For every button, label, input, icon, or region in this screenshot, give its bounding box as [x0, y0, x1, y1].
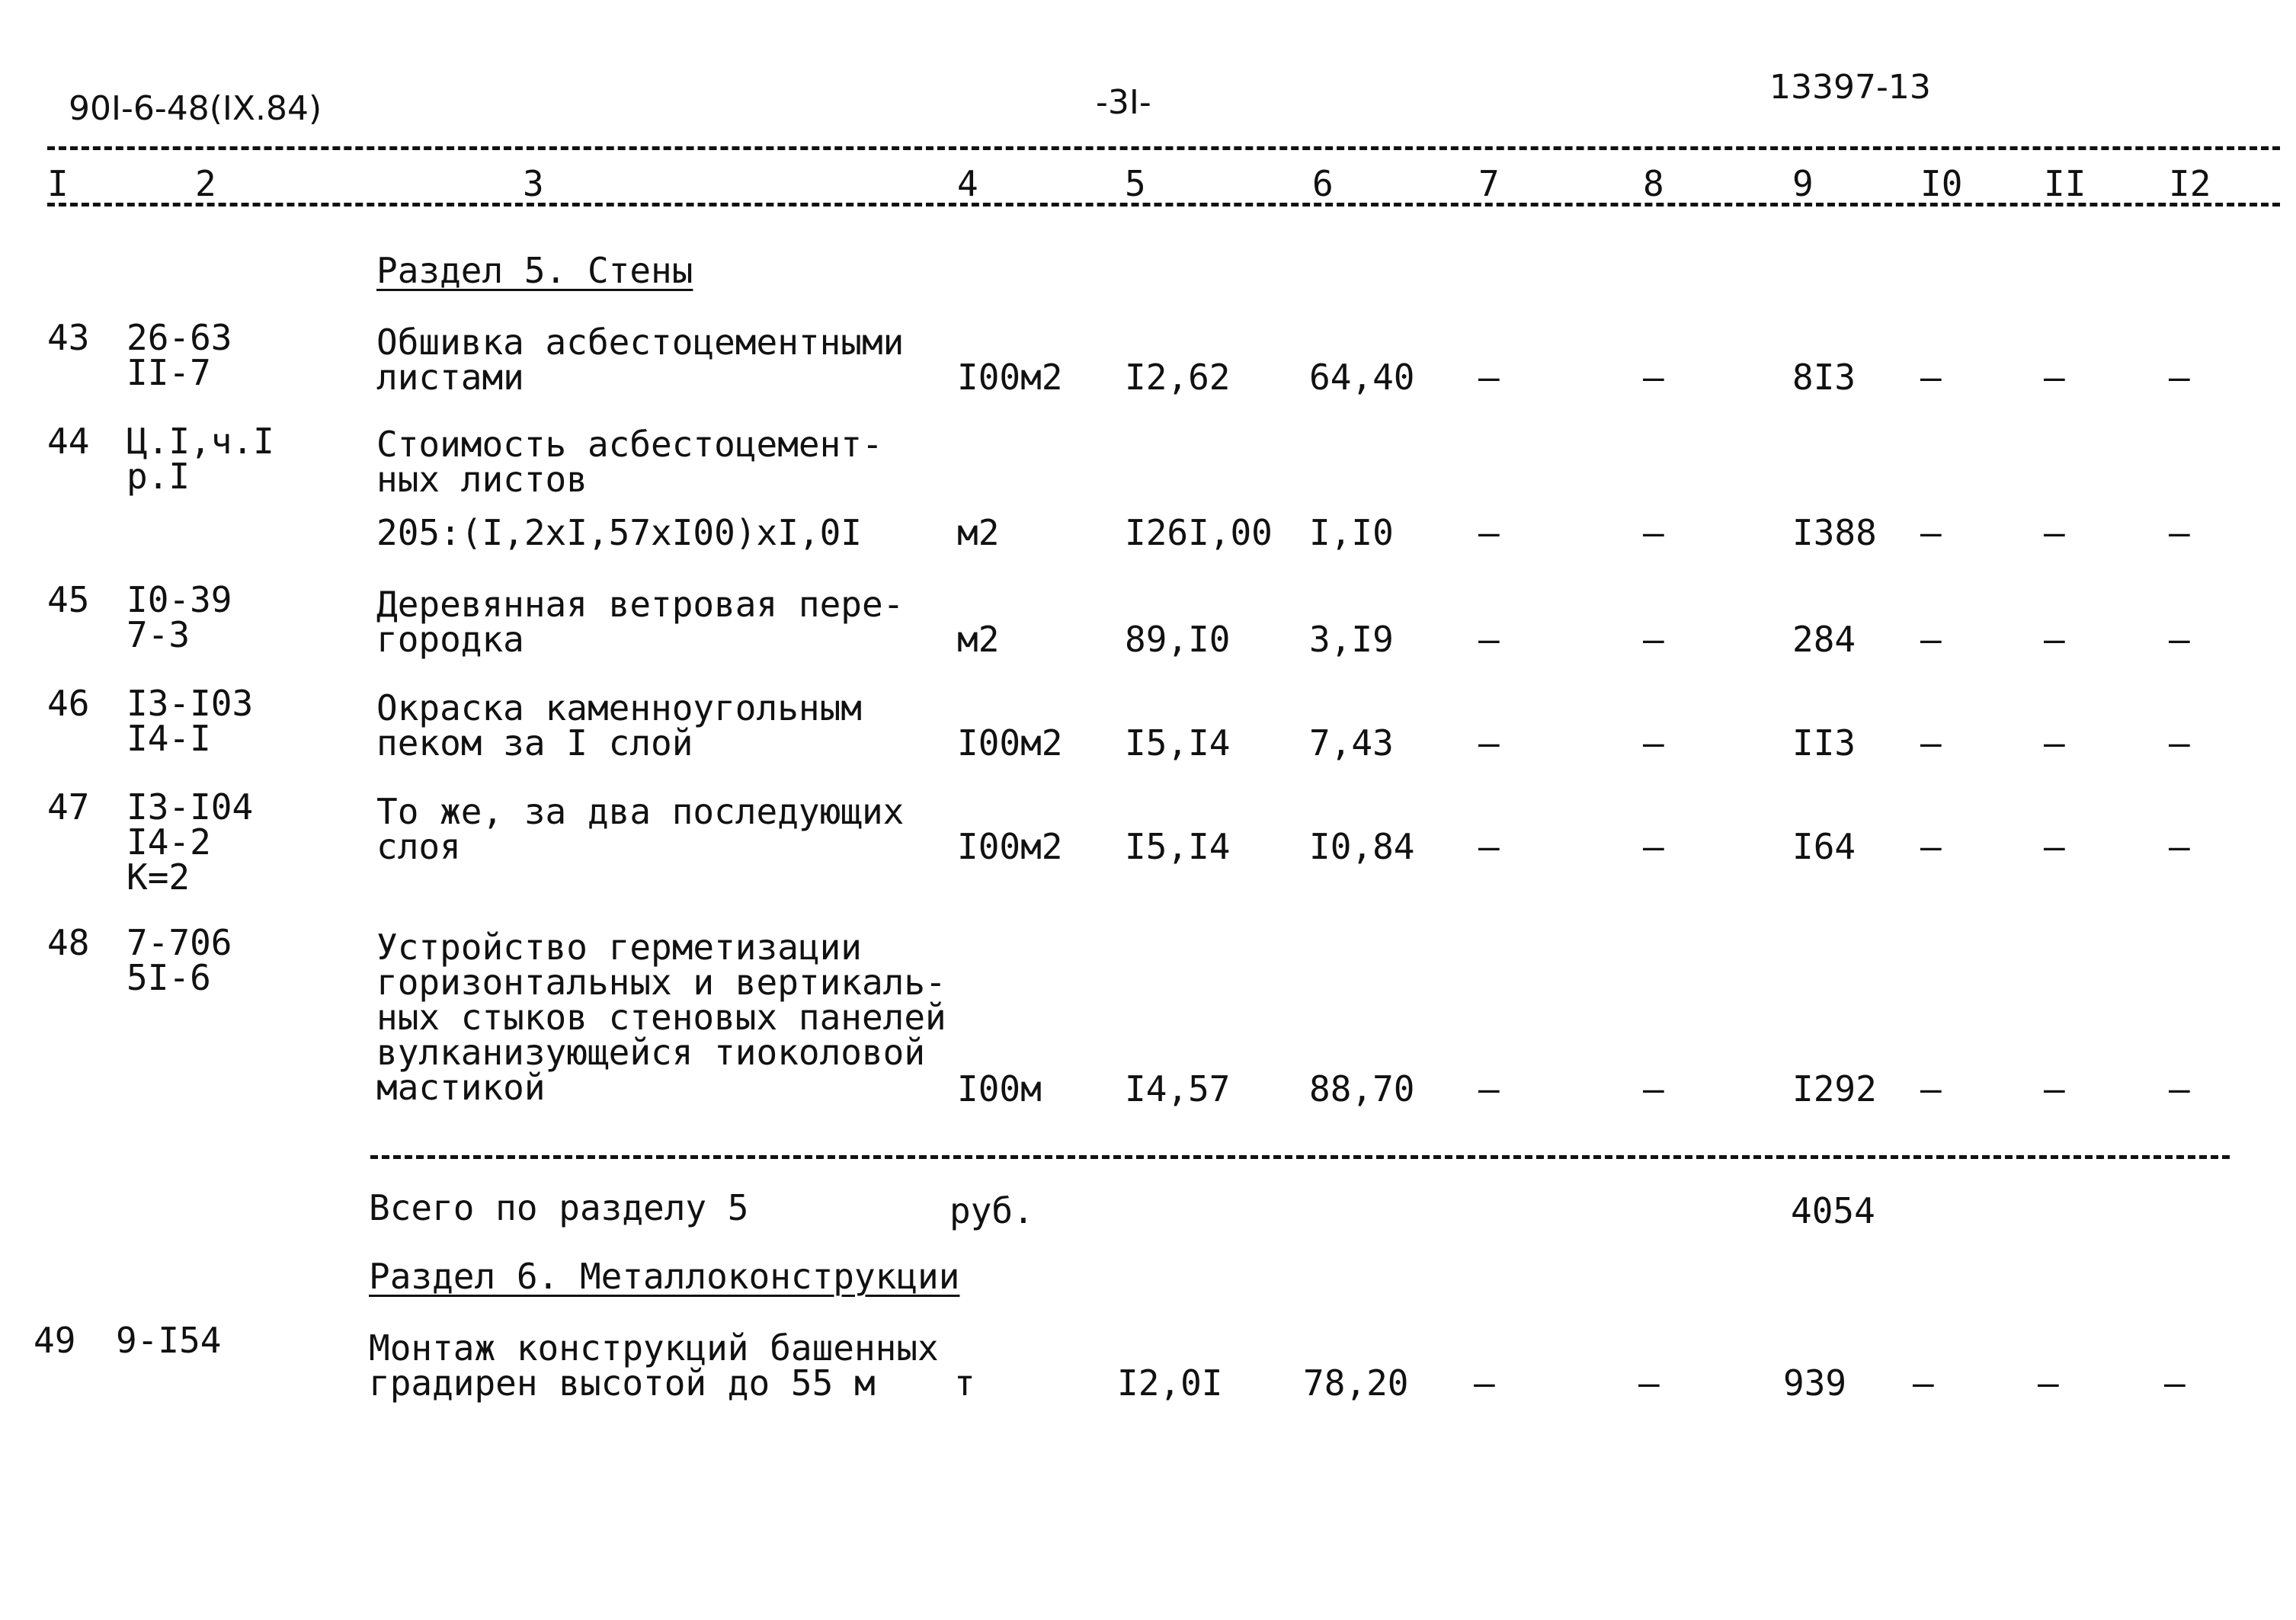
column-number: 8	[1643, 163, 1664, 204]
section-title: Раздел 6. Металлоконструкции	[369, 1256, 960, 1297]
quantity: I2,62	[1125, 357, 1231, 398]
column-number: 3	[523, 163, 544, 204]
section-title: Раздел 5. Стены	[376, 250, 693, 291]
unit-price: 3,I9	[1309, 619, 1394, 660]
quantity: I26I,00	[1125, 512, 1273, 553]
col7-value: –	[1478, 357, 1500, 398]
col10-value: –	[1920, 1068, 1942, 1109]
col12-value: –	[2169, 1068, 2190, 1109]
unit-price: I0,84	[1309, 826, 1415, 867]
unit: I00м2	[957, 722, 1063, 764]
page-number: -3I-	[1096, 83, 1151, 122]
column-number: 5	[1125, 163, 1146, 204]
work-description: То же, за два последующих слоя	[376, 791, 905, 867]
total-cost: II3	[1792, 722, 1856, 764]
summary-rule	[370, 1155, 2230, 1159]
col8-value: –	[1638, 1362, 1660, 1404]
unit-price: 78,20	[1303, 1362, 1409, 1404]
work-description: Деревянная ветровая пере- городка	[376, 584, 905, 660]
col7-value: –	[1474, 1362, 1495, 1404]
total-cost: I64	[1792, 826, 1856, 867]
col11-value: –	[2044, 826, 2065, 867]
col10-value: –	[1920, 357, 1942, 398]
col11-value: –	[2044, 512, 2065, 553]
col7-value: –	[1478, 1068, 1500, 1109]
col11-value: –	[2044, 619, 2065, 660]
unit: I00м2	[957, 826, 1063, 867]
total-cost: I388	[1792, 512, 1877, 553]
column-number: 7	[1478, 163, 1500, 204]
row-number: 43	[47, 317, 90, 358]
row-number: 49	[34, 1320, 76, 1361]
work-description: Устройство герметизации горизонтальных и вертикаль- ных стыков стеновых панелей вулканизующейся тиоколовой мастикой	[376, 927, 946, 1108]
unit: т	[954, 1362, 975, 1404]
quantity: 89,I0	[1125, 619, 1231, 660]
work-description: Стоимость асбестоцемент- ных листов	[376, 424, 883, 500]
unit: I00м2	[957, 357, 1063, 398]
norm-code: Ц.I,ч.I р.I	[126, 421, 274, 497]
total-cost: 8I3	[1792, 357, 1856, 398]
column-number: I	[47, 163, 69, 204]
col10-value: –	[1920, 722, 1942, 764]
header-rule-top	[47, 146, 2280, 150]
quantity: I2,0I	[1117, 1362, 1223, 1404]
unit-price: 64,40	[1309, 357, 1415, 398]
col12-value: –	[2169, 826, 2190, 867]
col7-value: –	[1478, 619, 1500, 660]
work-description: Обшивка асбестоцементными листами	[376, 322, 905, 398]
unit: I00м	[957, 1068, 1042, 1109]
col11-value: –	[2044, 722, 2065, 764]
col11-value: –	[2044, 357, 2065, 398]
unit-price: 88,70	[1309, 1068, 1415, 1109]
norm-code: 26-63 II-7	[126, 317, 232, 393]
col8-value: –	[1643, 357, 1664, 398]
col10-value: –	[1920, 512, 1942, 553]
unit-price: 7,43	[1309, 722, 1394, 764]
norm-code: 9-I54	[116, 1320, 222, 1361]
norm-code: I3-I03 I4-I	[126, 683, 254, 759]
col8-value: –	[1643, 619, 1664, 660]
norm-code: 7-706 5I-6	[126, 922, 232, 998]
col8-value: –	[1643, 722, 1664, 764]
column-number: I2	[2169, 163, 2211, 204]
norm-code: I3-I04 I4-2 К=2	[126, 786, 254, 898]
doc-code-date: (IX.84)	[209, 89, 322, 128]
col11-value: –	[2044, 1068, 2065, 1109]
col12-value: –	[2169, 619, 2190, 660]
summary-unit: руб.	[949, 1190, 1034, 1231]
col10-value: –	[1920, 619, 1942, 660]
col12-value: –	[2169, 357, 2190, 398]
total-cost: 939	[1783, 1362, 1847, 1404]
col12-value: –	[2164, 1362, 2186, 1404]
quantity: I5,I4	[1125, 826, 1231, 867]
unit: м2	[957, 512, 1000, 553]
col8-value: –	[1643, 826, 1664, 867]
col12-value: –	[2169, 722, 2190, 764]
column-number: 9	[1792, 163, 1814, 204]
row-number: 48	[47, 922, 90, 963]
column-number: I0	[1920, 163, 1963, 204]
row-number: 46	[47, 683, 90, 724]
col7-value: –	[1478, 722, 1500, 764]
doc-code-text: 90I-6-48	[68, 89, 210, 128]
column-number: 6	[1312, 163, 1334, 204]
row-number: 47	[47, 786, 90, 828]
col10-value: –	[1920, 826, 1942, 867]
total-cost: 284	[1792, 619, 1856, 660]
col10-value: –	[1913, 1362, 1934, 1404]
quantity: I4,57	[1125, 1068, 1231, 1109]
summary-label: Всего по разделу 5	[369, 1187, 749, 1228]
column-number: II	[2044, 163, 2086, 204]
column-number: 4	[957, 163, 978, 204]
col11-value: –	[2038, 1362, 2059, 1404]
total-cost: I292	[1792, 1068, 1877, 1109]
summary-total: 4054	[1791, 1190, 1875, 1231]
work-description-formula: 205:(I,2хI,57хI00)хI,0I	[376, 512, 862, 553]
header-rule-bottom	[47, 203, 2280, 207]
sheet-code: 13397-13	[1769, 68, 1931, 107]
document-code	[47, 56, 322, 126]
work-description: Монтаж конструкций башенных градирен высотой до 55 м	[369, 1327, 939, 1404]
work-description: Окраска каменноугольным пеком за I слой	[376, 687, 862, 764]
row-number: 45	[47, 579, 90, 620]
col7-value: –	[1478, 512, 1500, 553]
row-number: 44	[47, 421, 90, 462]
col7-value: –	[1478, 826, 1500, 867]
col8-value: –	[1643, 1068, 1664, 1109]
unit: м2	[957, 619, 1000, 660]
column-number: 2	[195, 163, 216, 204]
quantity: I5,I4	[1125, 722, 1231, 764]
norm-code: I0-39 7-3	[126, 579, 232, 655]
col12-value: –	[2169, 512, 2190, 553]
col8-value: –	[1643, 512, 1664, 553]
unit-price: I,I0	[1309, 512, 1394, 553]
